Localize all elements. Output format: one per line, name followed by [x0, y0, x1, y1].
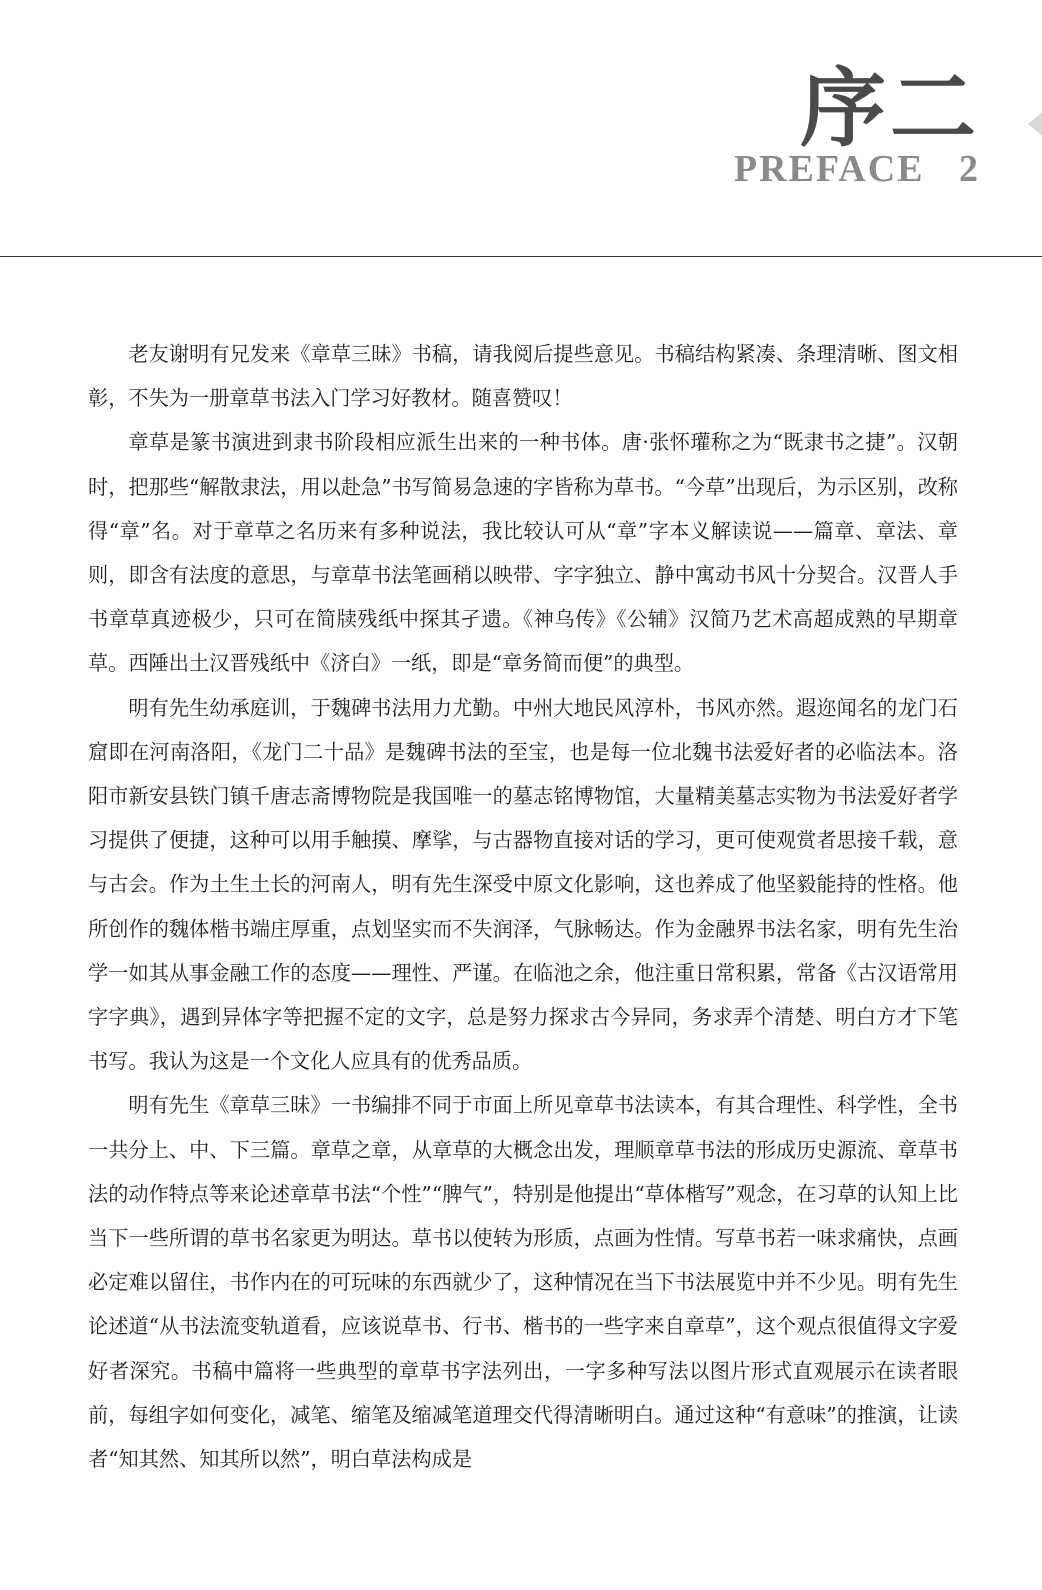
page-edge-tab-marker — [1028, 112, 1042, 136]
preface-body — [88, 332, 958, 1481]
paragraph: 明有先生《章草三昧》一书编排不同于市面上所见章草书法读本，有其合理性、科学性，全书一共分上、中、下三篇。章草之章，从章草的大概念出发，理顺章草书法的形成历史源流、章草书法的动作特点等来论述章草书法“个性”“脾气”，特别是他提出“草体楷写”观念，在习草的认知上比当下一些所谓的草书名家更为明达。草书以使转为形质，点画为性情。写草书若一味求痛快，点画必定难以留住，书作内在的可玩味的东西就少了，这种情况在当下书法展览中并不少见。明有先生论述道“从书法流变轨道看，应该说草书、行书、楷书的一些字来自章草”，这个观点很值得文字爱好者深究。书稿中篇将一些典型的章草书字法列出，一字多种写法以图片形式直观展示在读者眼前，每组字如何变化，减笔、缩笔及缩减笔道理交代得清晰明白。通过这种“有意味”的推演，让读者“知其然、知其所以然”，明白草法构成是 — [88, 1093, 958, 1472]
page-title: 序二 — [800, 58, 980, 159]
page-header — [0, 0, 1042, 258]
paragraph: 明有先生幼承庭训，于魏碑书法用力尤勤。中州大地民风淳朴，书风亦然。遐迩闻名的龙门石窟即在河南洛阳，《龙门二十品》是魏碑书法的至宝，也是每一位北魏书法爱好者的必临法本。洛阳市新安县铁门镇千唐志斋博物院是我国唯一的墓志铭博物馆，大量精美墓志实物为书法爱好者学习提供了便捷，这种可以用手触摸、摩挲，与古器物直接对话的学习，更可使观赏者思接千载，意与古会。作为土生土长的河南人，明有先生深受中原文化影响，这也养成了他坚毅能持的性格。他所创作的魏体楷书端庄厚重，点划坚实而不失润泽，气脉畅达。作为金融界书法名家，明有先生治学一如其从事金融工作的态度——理性、严谨。在临池之余，他注重日常积累，常备《古汉语常用字字典》，遇到异体字等把握不定的文字，总是努力探求古今异同，务求弄个清楚、明白方才下笔书写。我认为这是一个文化人应具有的优秀品质。 — [88, 695, 958, 1074]
paragraph: 老友谢明有兄发来《章草三昧》书稿，请我阅后提些意见。书稿结构紧凑、条理清晰、图文相彰，不失为一册章草书法入门学习好教材。随喜赞叹！ — [88, 342, 958, 411]
header-divider — [0, 256, 1042, 257]
paragraph: 章草是篆书演进到隶书阶段相应派生出来的一种书体。唐·张怀瓘称之为“既隶书之捷”。汉朝时，把那些“解散隶法，用以赴急”书写简易急速的字皆称为草书。“今草”出现后，为示区别，改称得“章”名。对于章草之名历来有多种说法，我比较认可从“章”字本义解读说——篇章、章法、章则，即含有法度的意思，与章草书法笔画稍以映带、字字独立、静中寓动书风十分契合。汉晋人手书章草真迹极少，只可在简牍残纸中探其孑遗。《神乌传》《公辅》汉简乃艺术高超成熟的早期章草。西陲出土汉晋残纸中《济白》一纸，即是“章务简而便”的典型。 — [88, 430, 958, 676]
page-subtitle: PREFACE 2 — [733, 148, 980, 190]
